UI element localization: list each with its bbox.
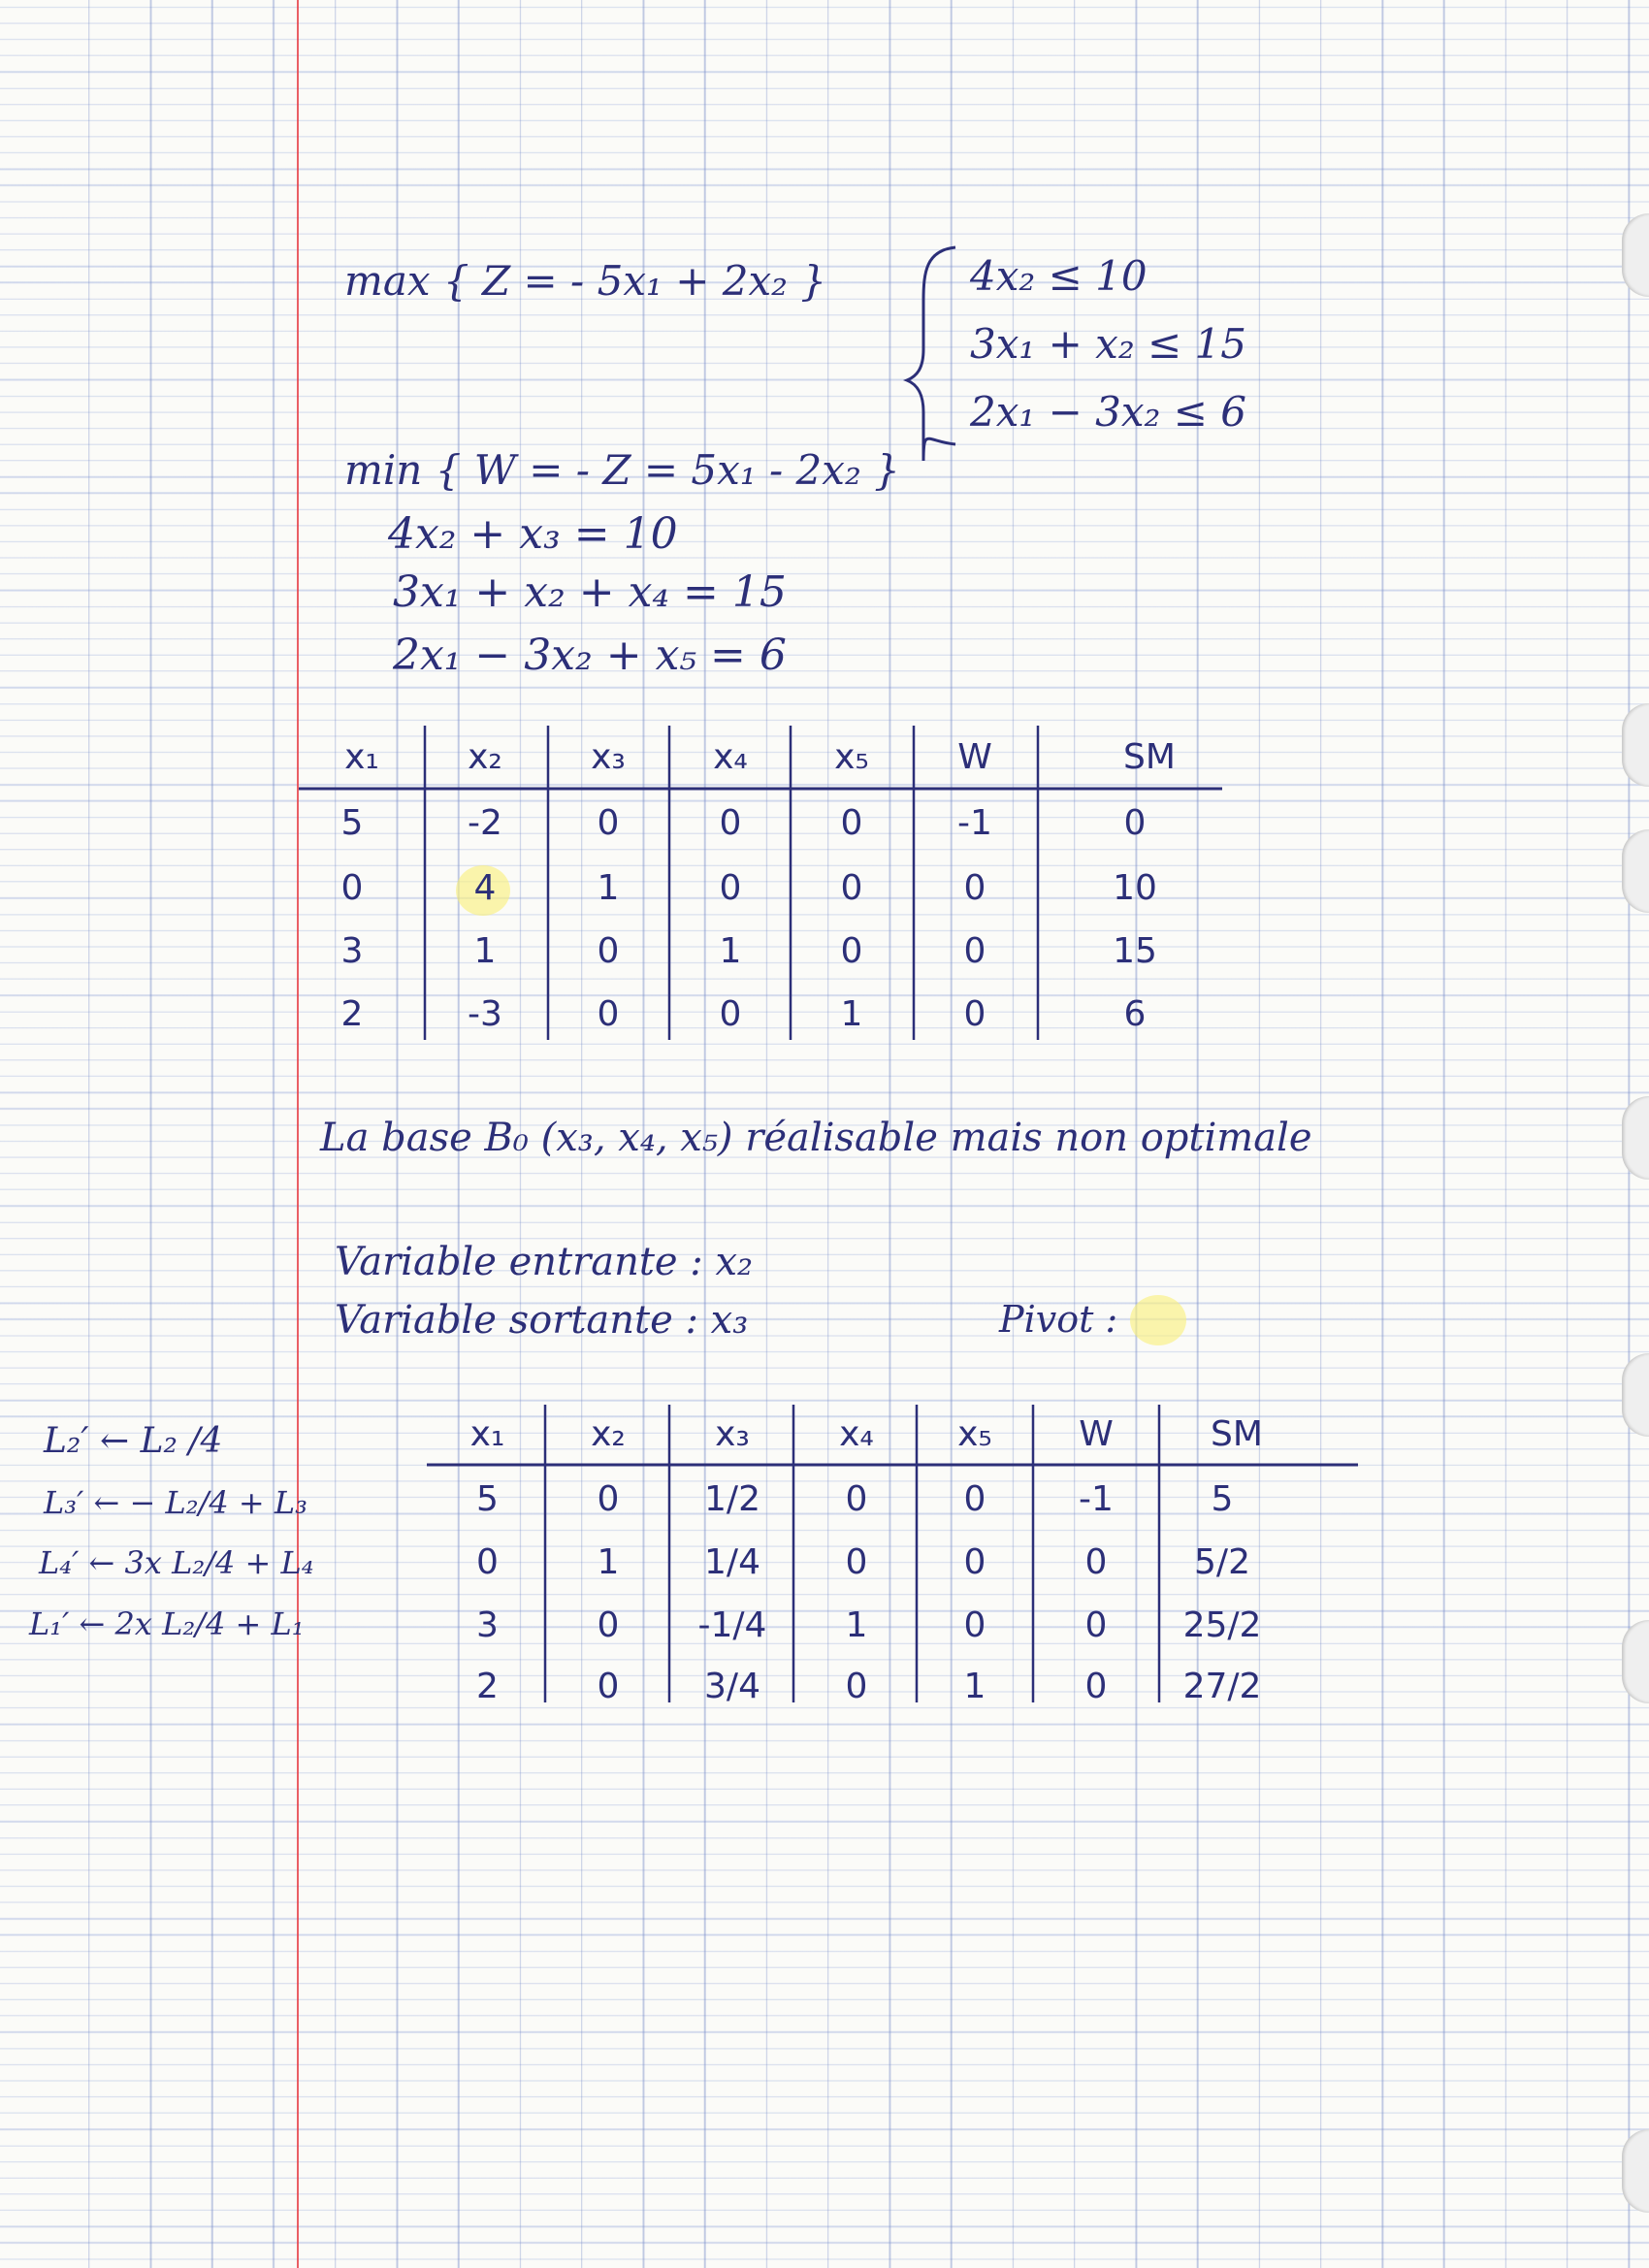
cell: 0 [476,1542,499,1582]
cell: 0 [1084,1605,1108,1645]
cell: 0 [597,931,620,971]
row-operation: L₁′ ← 2x L₂/4 + L₁ [29,1605,305,1642]
cell: 0 [840,868,863,908]
header-cell: x₁ [344,737,379,777]
cell: 5 [476,1479,499,1519]
header-cell: x₃ [591,737,626,777]
cell: 0 [597,1667,620,1706]
cell: 5 [1211,1479,1234,1519]
cell: 3 [476,1605,499,1645]
row-operation: L₃′ ← − L₂/4 + L₃ [44,1484,307,1521]
cell: 0 [963,1479,986,1519]
entering-variable: Variable entrante : x₂ [335,1240,754,1284]
header-cell: x₅ [834,737,869,777]
header-cell: x₂ [591,1414,626,1454]
cell: 0 [340,868,364,908]
header-cell: x₅ [957,1414,992,1454]
cell: 6 [1123,994,1147,1034]
header-cell: x₁ [469,1414,505,1454]
cell: 1 [845,1605,868,1645]
cell: 0 [597,994,620,1034]
cell: 0 [597,803,620,843]
cell: 0 [597,1605,620,1645]
header-cell: SM [1123,737,1176,777]
cell: 0 [845,1667,868,1706]
cell: 0 [840,931,863,971]
constraint: 2x₁ − 3x₂ ≤ 6 [970,388,1246,436]
cell: 5/2 [1194,1542,1250,1582]
cell: 0 [719,868,742,908]
cell: 0 [963,868,986,908]
constraint: 4x₂ ≤ 10 [970,252,1148,300]
base-statement: La base B₀ (x₃, x₄, x₅) réalisable mais non optimale [320,1116,1312,1160]
pivot-label: Pivot : [999,1298,1118,1341]
cell: 0 [963,994,986,1034]
cell: 1 [597,868,620,908]
cell: 27/2 [1182,1667,1262,1706]
cell: 10 [1113,868,1157,908]
equation: 3x₁ + x₂ + x₄ = 15 [393,567,787,617]
cell: 0 [719,803,742,843]
header-cell: W [1079,1414,1114,1454]
cell: 2 [476,1667,499,1706]
cell: 3 [340,931,364,971]
cell: 0 [963,1542,986,1582]
header-cell: x₂ [468,737,502,777]
cell: 25/2 [1182,1605,1262,1645]
cell: 2 [340,994,364,1034]
header-cell: W [957,737,992,777]
header-cell: x₄ [713,737,748,777]
cell: 0 [597,1479,620,1519]
header-cell: SM [1211,1414,1263,1454]
cell: 1 [840,994,863,1034]
objective-min: min { W = - Z = 5x₁ - 2x₂ } [344,446,900,494]
row-operation: L₄′ ← 3x L₂/4 + L₄ [39,1544,314,1581]
cell: 1 [473,931,497,971]
cell: 5 [340,803,364,843]
cell: 1/2 [704,1479,760,1519]
row-operation: L₂′ ← L₂ /4 [44,1421,223,1461]
cell: 0 [1084,1542,1108,1582]
cell: 0 [1084,1667,1108,1706]
cell: -2 [468,803,502,843]
cell: 1 [719,931,742,971]
cell: 1 [963,1667,986,1706]
cell: 1/4 [704,1542,760,1582]
cell: 0 [719,994,742,1034]
cell: -1/4 [697,1605,767,1645]
cell: 0 [840,803,863,843]
cell: 0 [845,1542,868,1582]
cell: -1 [1079,1479,1114,1519]
cell: 0 [845,1479,868,1519]
header-cell: x₄ [839,1414,874,1454]
constraint: 3x₁ + x₂ ≤ 15 [970,320,1246,368]
cell: 15 [1113,931,1157,971]
cell: -3 [468,994,502,1034]
equation: 4x₂ + x₃ = 10 [388,509,678,559]
equation: 2x₁ − 3x₂ + x₅ = 6 [393,631,787,680]
cell: 0 [1123,803,1147,843]
cell: 3/4 [704,1667,760,1706]
cell: 1 [597,1542,620,1582]
cell: -1 [957,803,992,843]
cell: 0 [963,1605,986,1645]
header-cell: x₃ [715,1414,750,1454]
leaving-variable: Variable sortante : x₃ [335,1298,749,1343]
objective-max: max { Z = - 5x₁ + 2x₂ } [344,257,827,305]
cell: 4 [473,868,497,908]
cell: 0 [963,931,986,971]
